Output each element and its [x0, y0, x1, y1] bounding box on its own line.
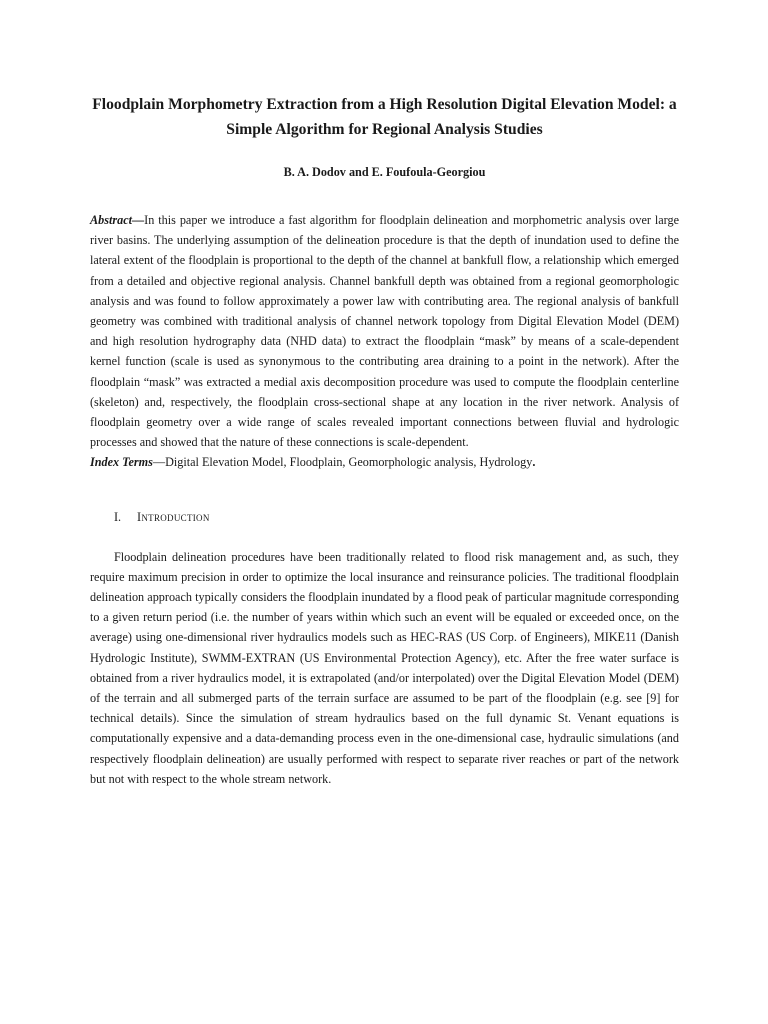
- index-terms-period: .: [532, 455, 536, 470]
- index-terms: [90, 452, 679, 472]
- abstract-label: Abstract—: [90, 213, 145, 227]
- paper-page: [90, 92, 679, 789]
- section-name: Introduction: [137, 509, 210, 524]
- paper-authors: B. A. Dodov and E. Foufoula-Georgiou: [283, 165, 486, 179]
- index-terms-text: —Digital Elevation Model, Floodplain, Geomorphologic analysis, Hydrology: [152, 455, 533, 470]
- index-terms-label: Index Terms: [90, 455, 153, 470]
- section-heading-introduction: [114, 508, 679, 526]
- abstract: [90, 210, 679, 452]
- abstract-text: In this paper we introduce a fast algorithm for floodplain delineation and morphometric analysis over large river basins. The underlying assumption of the delineation procedure is that the depth of inundation used to define the lateral extent of the floodplain is proportional to the depth of the channel at bankfull flow, a relationship which emerged from a detailed and objective regional analysis. Channel bankfull depth was obtained from a regional geomorphologic analysis and was found to follow approximately a power law with contributing area. The regional analysis of bankfull geometry was combined with traditional analysis of channel network topology from Digital Elevation Model (DEM) and high resolution hydrography data (NHD data) to extract the floodplain “mask” by means of a scale-dependent kernel function (scale is used as synonymous to the contributing area draining to a point in the network). After the floodplain “mask” was extracted a medial axis decomposition procedure was used to compute the floodplain centerline (skeleton) and, respectively, the floodplain cross-sectional shape at any location in the river network. Analysis of floodplain geometry over a wide range of scales revealed important connections between fluvial and hydrologic processes and showed that the nature of these connections is scale-dependent.: [90, 213, 679, 450]
- introduction-paragraph: Floodplain delineation procedures have been traditionally related to flood risk management and, as such, they require maximum precision in order to optimize the local insurance and reinsurance policies. The traditional floodplain delineation approach typically considers the floodplain inundated by a flood peak of particular magnitude corresponding to a given return period (i.e. the number of years within which such an event will be equaled or exceeded once, on the average) using one-dimensional river hydraulics models such as HEC-RAS (US Corp. of Engineers), MIKE11 (Danish Hydrologic Institute), SWMM-EXTRAN (US Environmental Protection Agency), etc. After the free water surface is obtained from a river hydraulics model, it is extrapolated (and/or interpolated) over the Digital Elevation Model (DEM) of the terrain and all submerged parts of the terrain surface are assumed to be part of the floodplain (e.g. see [9] for technical details). Since the simulation of stream hydraulics based on the full dynamic St. Venant equations is computationally expensive and a data-demanding process even in the one-dimensional case, hydraulic simulations (and respectively floodplain delineation) are usually performed with respect to separate river reaches or part of the network but not with respect to the whole stream network.: [90, 549, 679, 786]
- section-number: I.: [114, 509, 122, 524]
- paper-title: Floodplain Morphometry Extraction from a High Resolution Digital Elevation Model: a Simple Algorithm for Regional Analysis Studies: [92, 96, 677, 138]
